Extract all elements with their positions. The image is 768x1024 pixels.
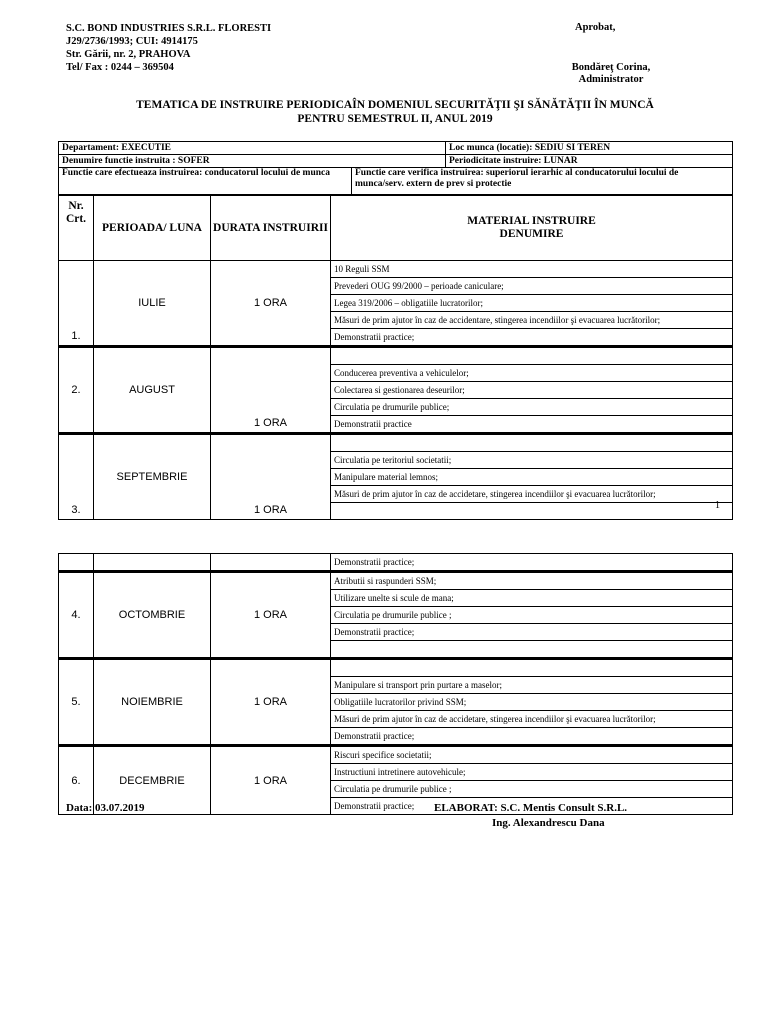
departament-cell: Departament: EXECUTIE (59, 142, 446, 155)
material-item: Demonstratii practice; (331, 798, 733, 815)
duration-cell: 1 ORA (211, 434, 331, 520)
training-table-page-1 (58, 195, 733, 520)
material-item: Riscuri specifice societatii; (331, 746, 733, 764)
material-item: Colectarea si gestionarea deseurilor; (331, 382, 733, 399)
table-header-row (59, 196, 733, 261)
table-row (59, 347, 733, 365)
table-row (59, 659, 733, 677)
company-header (66, 22, 271, 74)
info-row (59, 155, 733, 168)
material-item (331, 347, 733, 365)
month-cell: DECEMBRIE (94, 746, 211, 815)
material-item: Demonstratii practice; (331, 728, 733, 746)
footer-date: Data: 03.07.2019 (66, 802, 145, 814)
info-table (58, 141, 733, 168)
empty-cell (59, 554, 94, 572)
duration-cell: 1 ORA (211, 746, 331, 815)
duration-cell: 1 ORA (211, 347, 331, 434)
material-item: Utilizare unelte si scule de mana; (331, 590, 733, 607)
approval-name: Bondăreţ Corina, (571, 62, 651, 73)
material-item: Prevederi OUG 99/2000 – perioade caniculare; (331, 278, 733, 295)
header-material (331, 196, 733, 261)
info-row (59, 142, 733, 155)
material-item: Demonstratii practice (331, 416, 733, 434)
header-durata: DURATA INSTRUIRII (211, 196, 331, 261)
duration-cell: 1 ORA (211, 572, 331, 659)
row-number: 2. (59, 347, 94, 434)
info-row (59, 168, 733, 195)
material-item: Demonstratii practice; (331, 329, 733, 347)
row-number: 4. (59, 572, 94, 659)
duration-cell: 1 ORA (211, 261, 331, 347)
material-item (331, 641, 733, 659)
company-address: Str. Gării, nr. 2, PRAHOVA (66, 49, 191, 60)
month-cell: NOIEMBRIE (94, 659, 211, 746)
material-item: Circulatia pe drumurile publice; (331, 399, 733, 416)
table-row (59, 261, 733, 278)
training-table-page-2 (58, 553, 733, 815)
header-material-line-2: DENUMIRE (499, 228, 564, 240)
month-cell: AUGUST (94, 347, 211, 434)
material-item: Legea 319/2006 – obligatiile lucratorilor; (331, 295, 733, 312)
table-row (59, 746, 733, 764)
duration-cell: 1 ORA (211, 659, 331, 746)
efectueaza-cell: Functie care efectueaza instruirea: conducatorul locului de munca (59, 168, 352, 195)
material-item: Instructiuni intretinere autovehicule; (331, 764, 733, 781)
title-line-1: TEMATICA DE INSTRUIRE PERIODICAÎN DOMENIUL SECURITĂŢII ŞI SĂNĂTĂŢII ÎN MUNCĂ (136, 99, 654, 111)
footer-engineer: Ing. Alexandrescu Dana (492, 817, 605, 829)
header-nr: Nr. Crt. (59, 196, 94, 261)
table-body-page-2 (59, 572, 733, 815)
continuation-row (59, 554, 733, 572)
approval-label: Aprobat, (575, 22, 616, 33)
header-perioada: PERIOADA/ LUNA (94, 196, 211, 261)
material-item: Circulatia pe teritoriul societatii; (331, 452, 733, 469)
document-title (60, 98, 730, 126)
header-material-line-1: MATERIAL INSTRUIRE (467, 215, 596, 227)
verifica-cell: Functie care verifica instruirea: superiorul ierarhic al conducatorului locului de munca/serv. extern de prev si protectie (352, 168, 733, 195)
material-item: Conducerea preventiva a vehiculelor; (331, 365, 733, 382)
material-item: Atributii si raspunderi SSM; (331, 572, 733, 590)
approval-signatory (556, 62, 666, 86)
empty-cell (211, 554, 331, 572)
company-registration: J29/2736/1993; CUI: 4914175 (66, 36, 198, 47)
month-cell: OCTOMBRIE (94, 572, 211, 659)
row-number: 5. (59, 659, 94, 746)
material-item: Măsuri de prim ajutor în caz de accidetare, stingerea incendiilor şi evacuarea lucrătorilor; (331, 486, 733, 503)
material-item: Circulatia pe drumurile publice ; (331, 781, 733, 798)
material-item (331, 434, 733, 452)
material-item: 10 Reguli SSM (331, 261, 733, 278)
table-body-page-1 (59, 261, 733, 520)
table-row (59, 572, 733, 590)
material-item: Circulatia pe drumurile publice ; (331, 607, 733, 624)
material-item: Demonstratii practice; (331, 554, 733, 572)
page-number: 1 (715, 500, 720, 511)
material-item: Măsuri de prim ajutor în caz de accidetare, stingerea incendiilor şi evacuarea lucrătorilor; (331, 711, 733, 728)
functie-cell: Denumire functie instruita : SOFER (59, 155, 446, 168)
material-item: Manipulare si transport prin purtare a maselor; (331, 677, 733, 694)
row-number: 6. (59, 746, 94, 815)
footer-elaborat: ELABORAT: S.C. Mentis Consult S.R.L. (434, 802, 628, 814)
title-line-2: PENTRU SEMESTRUL II, ANUL 2019 (297, 113, 493, 125)
material-item: Demonstratii practice; (331, 624, 733, 641)
month-cell: IULIE (94, 261, 211, 347)
empty-cell (94, 554, 211, 572)
material-item: Măsuri de prim ajutor în caz de accidentare, stingerea incendiilor şi evacuarea lucrătorilor; (331, 312, 733, 329)
loc-munca-cell: Loc munca (locatie): SEDIU SI TEREN (446, 142, 733, 155)
material-item: Manipulare material lemnos; (331, 469, 733, 486)
month-cell: SEPTEMBRIE (94, 434, 211, 520)
table-row (59, 434, 733, 452)
row-number: 1. (59, 261, 94, 347)
approval-role: Administrator (578, 74, 644, 85)
material-item: Obligatiile lucratorilor privind SSM; (331, 694, 733, 711)
material-item (331, 659, 733, 677)
material-item (331, 503, 733, 520)
company-name: S.C. BOND INDUSTRIES S.R.L. FLORESTI (66, 23, 272, 34)
row-number: 3. (59, 434, 94, 520)
company-telfax: Tel/ Fax : 0244 – 369504 (66, 62, 174, 73)
info-table-2 (58, 167, 733, 195)
periodicitate-cell: Periodicitate instruire: LUNAR (446, 155, 733, 168)
